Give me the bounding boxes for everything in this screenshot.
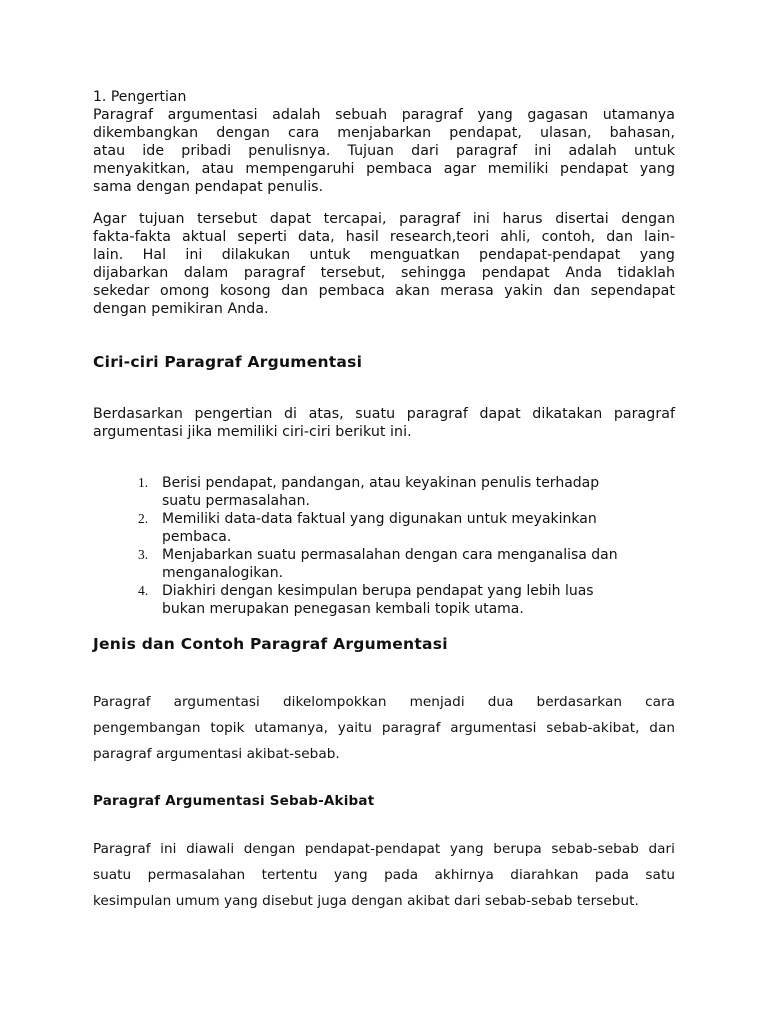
- list-item-text: suatu permasalahan.: [162, 493, 310, 509]
- section-title-text: Pengertian: [110, 89, 187, 105]
- list-item-text: pembaca.: [162, 529, 232, 545]
- paragraph-line: sama dengan pendapat penulis.: [93, 179, 324, 195]
- paragraph-line: menyakitkan, atau mempengaruhi pembaca agar memiliki pendapat yang: [93, 161, 675, 177]
- sebab-akibat-paragraph: [93, 836, 675, 914]
- sebab-akibat-heading: Paragraf Argumentasi Sebab-Akibat: [93, 793, 375, 809]
- list-item: [138, 546, 678, 582]
- paragraph-line: lain. Hal ini dilakukan untuk menguatkan pendapat-pendapat yang: [93, 247, 675, 263]
- list-item-number: 2.: [138, 511, 149, 526]
- jenis-heading: Jenis dan Contoh Paragraf Argumentasi: [93, 635, 448, 653]
- paragraph-line: kesimpulan umum yang disebut juga dengan akibat dari sebab-sebab tersebut.: [93, 893, 639, 909]
- list-item-text: Memiliki data-data faktual yang digunakan untuk meyakinkan: [162, 511, 597, 527]
- section-pengertian: [93, 88, 675, 196]
- paragraph-line: dikembangkan dengan cara menjabarkan pendapat, ulasan, bahasan,: [93, 125, 675, 141]
- list-item-number: 4.: [138, 583, 149, 598]
- section-title: [93, 88, 675, 106]
- ciri-heading: Ciri-ciri Paragraf Argumentasi: [93, 353, 363, 371]
- list-item-text: Diakhiri dengan kesimpulan berupa pendapat yang lebih luas: [162, 583, 594, 599]
- list-item-number: 3.: [138, 547, 149, 562]
- jenis-paragraph: [93, 689, 675, 767]
- section-number: 1.: [93, 89, 107, 105]
- ciri-intro: [93, 405, 675, 441]
- list-item: [138, 510, 678, 546]
- paragraph-line: paragraf argumentasi akibat-sebab.: [93, 746, 340, 762]
- list-item-number: 1.: [138, 475, 149, 490]
- paragraph-line: atau ide pribadi penulisnya. Tujuan dari paragraf ini adalah untuk: [93, 143, 675, 159]
- pengertian-paragraph-2: [93, 210, 675, 318]
- ciri-list: [138, 474, 678, 618]
- paragraph-line: Berdasarkan pengertian di atas, suatu paragraf dapat dikatakan paragraf: [93, 406, 675, 422]
- paragraph-line: argumentasi jika memiliki ciri-ciri berikut ini.: [93, 424, 412, 440]
- list-item-text: menganalogikan.: [162, 565, 284, 581]
- paragraph-line: dijabarkan dalam paragraf tersebut, sehingga pendapat Anda tidaklah: [93, 265, 675, 281]
- paragraph-line: Paragraf argumentasi dikelompokkan menjadi dua berdasarkan cara: [93, 694, 675, 710]
- list-item-text: bukan merupakan penegasan kembali topik utama.: [162, 601, 524, 617]
- list-item: [138, 474, 678, 510]
- paragraph-line: suatu permasalahan tertentu yang pada akhirnya diarahkan pada satu: [93, 867, 675, 883]
- paragraph-line: Agar tujuan tersebut dapat tercapai, paragraf ini harus disertai dengan: [93, 211, 675, 227]
- list-item-text: Menjabarkan suatu permasalahan dengan cara menganalisa dan: [162, 547, 618, 563]
- paragraph-line: pengembangan topik utamanya, yaitu paragraf argumentasi sebab-akibat, dan: [93, 720, 675, 736]
- paragraph-line: dengan pemikiran Anda.: [93, 301, 269, 317]
- pengertian-paragraph-1: [93, 106, 675, 196]
- list-item-text: Berisi pendapat, pandangan, atau keyakinan penulis terhadap: [162, 475, 600, 491]
- paragraph-line: Paragraf argumentasi adalah sebuah paragraf yang gagasan utamanya: [93, 107, 675, 123]
- list-item: [138, 582, 678, 618]
- paragraph-line: sekedar omong kosong dan pembaca akan merasa yakin dan sependapat: [93, 283, 675, 299]
- paragraph-line: Paragraf ini diawali dengan pendapat-pendapat yang berupa sebab-sebab dari: [93, 841, 675, 857]
- paragraph-line: fakta-fakta aktual seperti data, hasil research,teori ahli, contoh, dan lain-: [93, 229, 675, 245]
